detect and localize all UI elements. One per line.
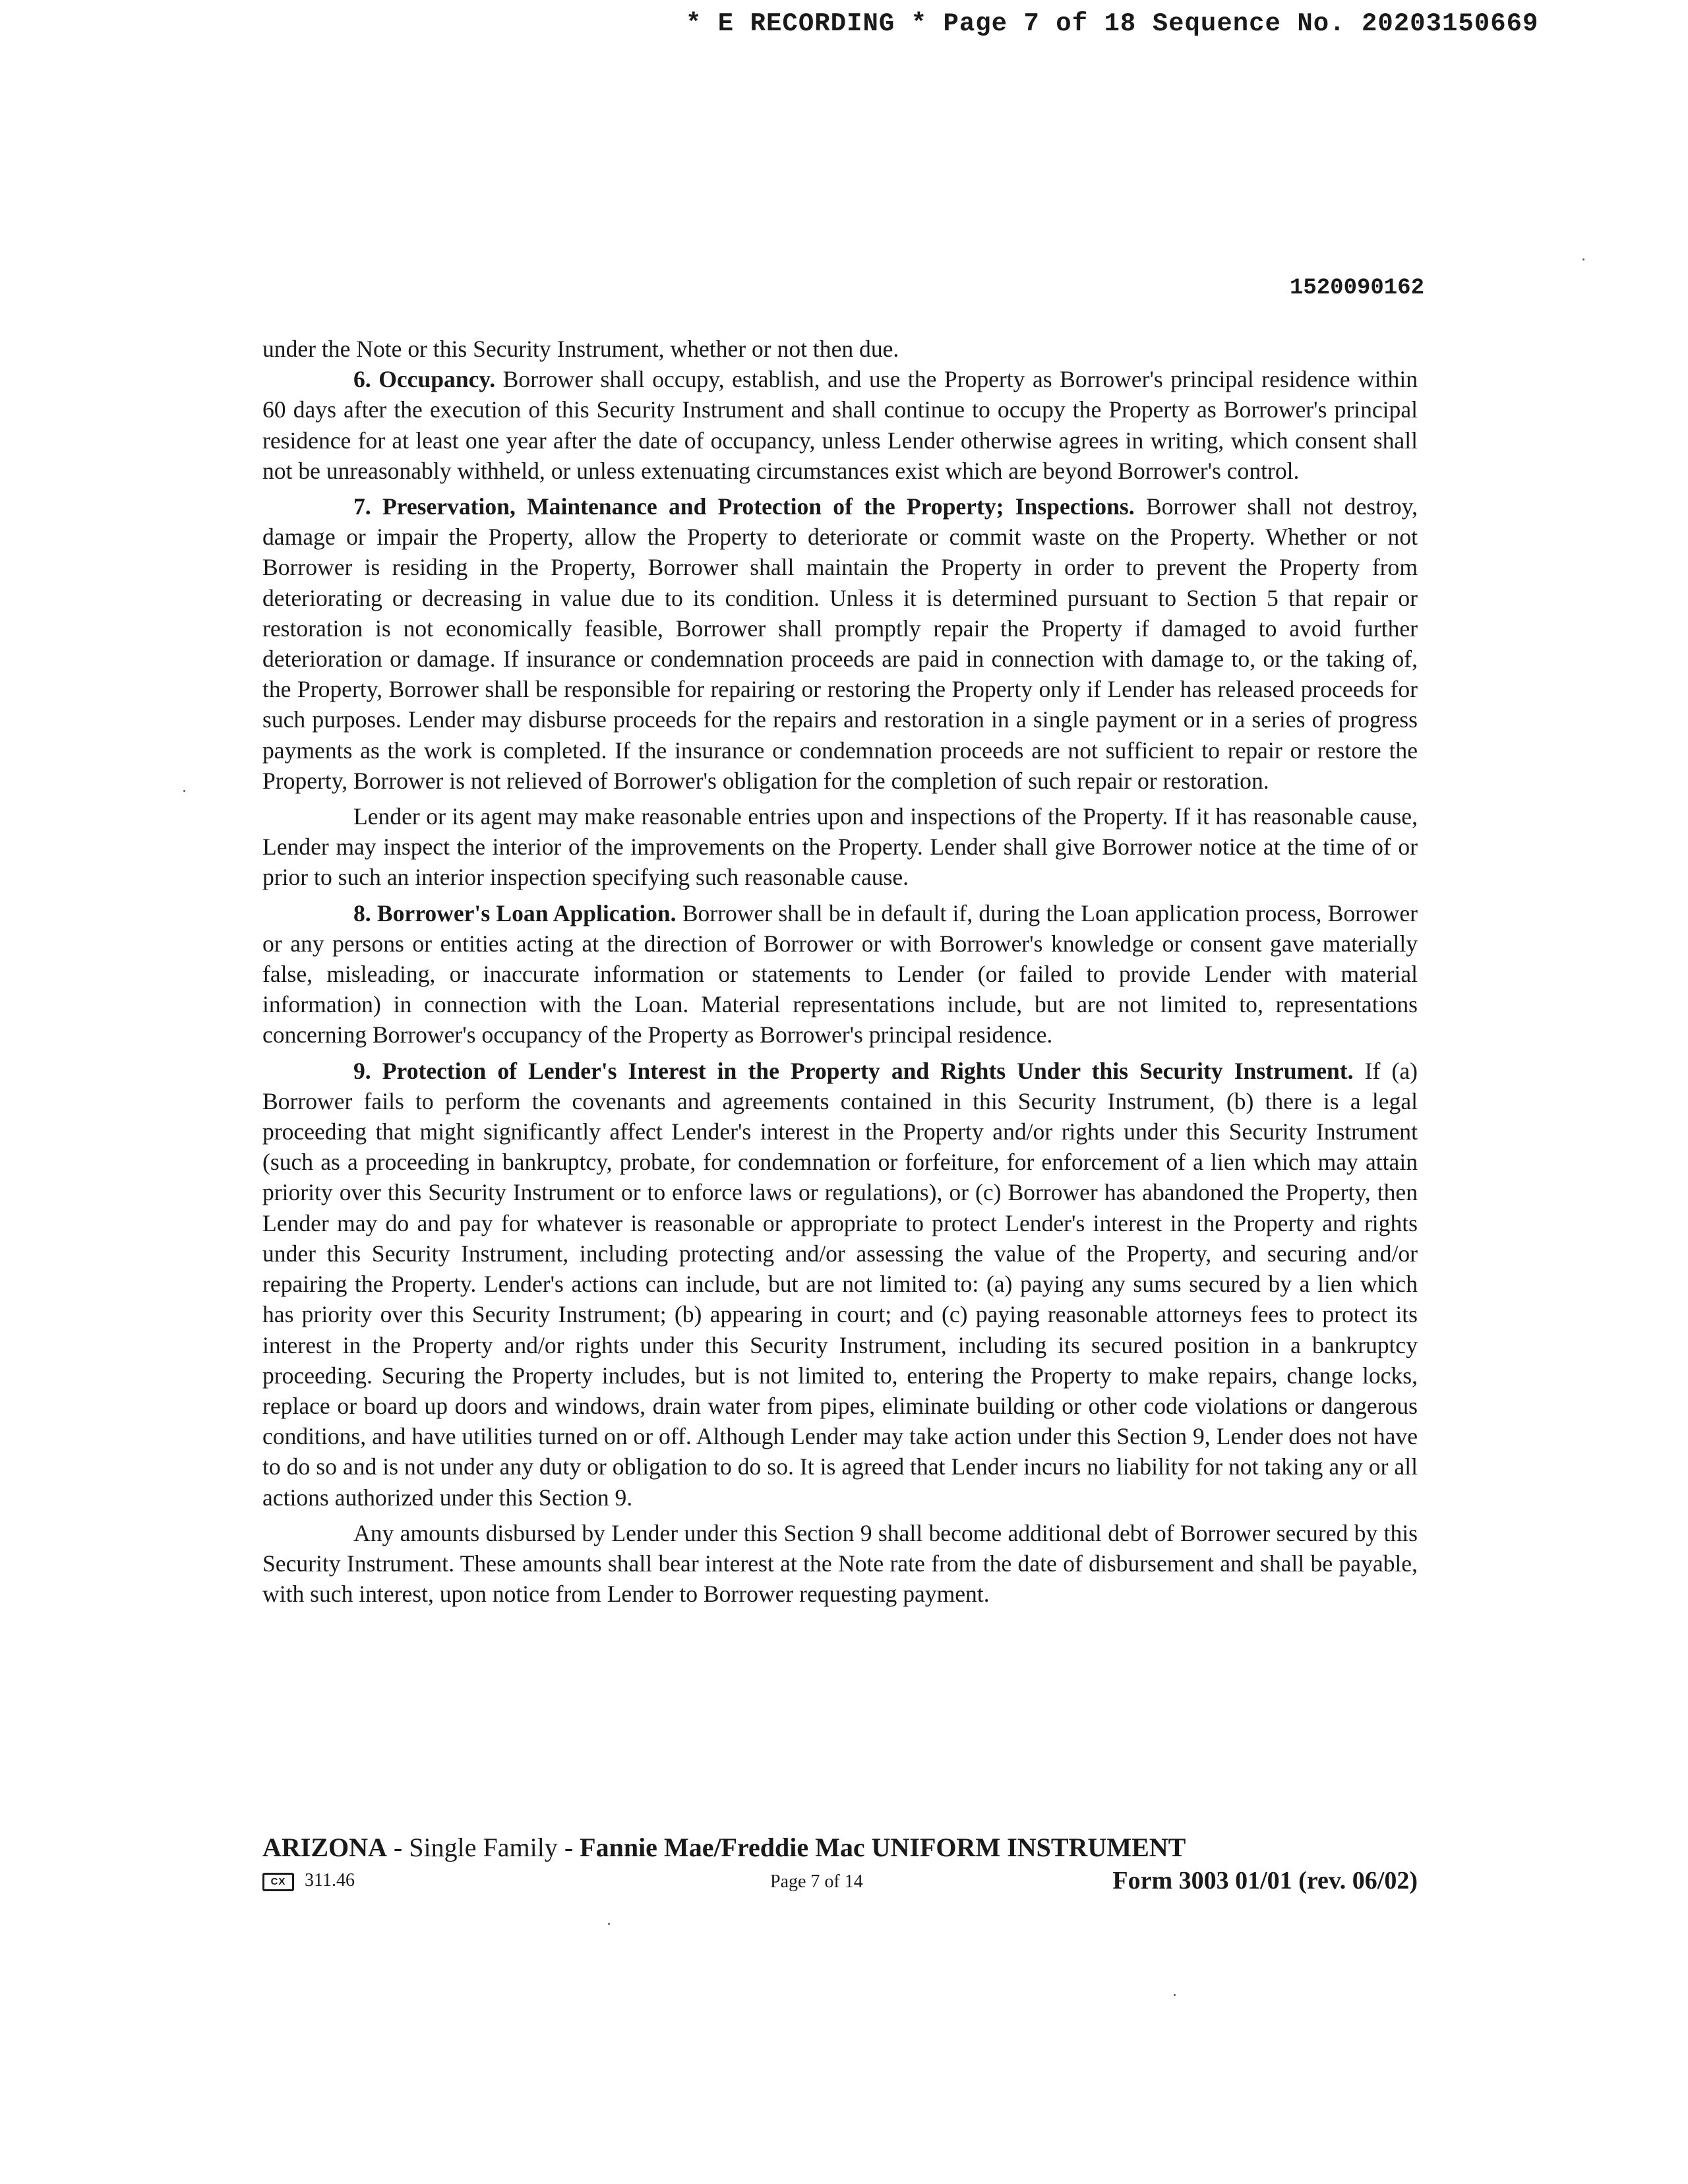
page-indicator: Page 7 of 14 <box>770 1871 863 1892</box>
section-9-protection <box>262 1056 1418 1513</box>
document-body <box>262 334 1418 1614</box>
footer-instrument: Fannie Mae/Freddie Mac UNIFORM INSTRUMENT <box>580 1833 1186 1862</box>
paragraph-text: Any amounts disbursed by Lender under this Section 9 shall become additional debt of Borrower secured by this Security Instrument. These amounts shall bear interest at the Note rate from the date of disbursement and shall be payable, with such interest, upon notice from Lender to Borrower requesting payment. <box>262 1519 1418 1608</box>
paragraph-text: Borrower shall be in default if, during the Loan application process, Borrower or any persons or entities acting at the direction of Borrower or with Borrower's knowledge or consent gave materially false, misleading, or inaccurate information or statements to Lender (or failed to provide Lender with material information) in connection with the Loan. Material representations include, but are not limited to, representations concerning Borrower's occupancy of the Property as Borrower's principal residence. <box>262 899 1418 1048</box>
paragraph-text: Borrower shall not destroy, damage or impair the Property, allow the Property to deteriorate or commit waste on the Property. Whether or not Borrower is residing in the Property, Borrower shall maintain the Property in order to prevent the Property from deteriorating or decreasing in value due to its condition. Unless it is determined pursuant to Section 5 that repair or restoration is not economically feasible, Borrower shall promptly repair the Property if damaged to avoid further deterioration or damage. If insurance or condemnation proceeds are paid in connection with damage to, or the taking of, the Property, Borrower shall be responsible for repairing or restoring the Property only if Lender has released proceeds for such purposes. Lender may disburse proceeds for the repairs and restoration in a single payment or in a series of progress payments as the work is completed. If the insurance or condemnation proceeds are not sufficient to repair or restore the Property, Borrower is not relieved of Borrower's obligation for the completion of such repair or restoration. <box>262 493 1418 794</box>
scan-speck <box>183 790 185 792</box>
paragraph-text: If (a) Borrower fails to perform the covenants and agreements contained in this Security Instrument, (b) there is a legal proceeding that might significantly affect Lender's interest in the Property and/or rights under this Security Instrument (such as a proceeding in bankruptcy, probate, for condemnation or forfeiture, for enforcement of a lien which may attain priority over this Security Instrument or to enforce laws or regulations), or (c) Borrower has abandoned the Property, then Lender may do and pay for whatever is reasonable or appropriate to protect Lender's interest in the Property and rights under this Security Instrument, including protecting and/or assessing the value of the Property, and securing and/or repairing the Property. Lender's actions can include, but are not limited to: (a) paying any sums secured by a lien which has priority over this Security Instrument; (b) appearing in court; and (c) paying reasonable attorneys fees to protect its interest in the Property and/or rights under this Security Instrument, including its secured position in a bankruptcy proceeding. Securing the Property includes, but is not limited to, entering the Property to make repairs, change locks, replace or board up doors and windows, drain water from pipes, eliminate building or other code violations or dangerous conditions, and have utilities turned on or off. Although Lender may take action under this Section 9, Lender does not have to do so and is not under any duty or obligation to do so. It is agreed that Lender incurs no liability for not taking any or all actions authorized under this Section 9. <box>262 1057 1418 1511</box>
section-9-disbursement-paragraph <box>262 1518 1418 1610</box>
paragraph-text: Lender or its agent may make reasonable entries upon and inspections of the Property. If it has reasonable cause, Lender may inspect the interior of the improvements on the Property. Lender shall give Borrower notice at the time of or prior to such an interior inspection specifying such reasonable cause. <box>262 803 1418 891</box>
section-title: 8. Borrower's Loan Application. <box>353 899 677 926</box>
section-title: 9. Protection of Lender's Interest in the Property and Rights Under this Security Instrument. <box>353 1057 1354 1084</box>
form-code: 311.46 <box>305 1870 355 1891</box>
form-number: Form 3003 01/01 (rev. 06/02) <box>1112 1867 1418 1895</box>
form-vendor-logo-icon: CX <box>262 1873 294 1891</box>
section-7-preservation <box>262 491 1418 796</box>
continued-paragraph <box>262 334 1418 364</box>
loan-number: 1520090162 <box>1289 276 1424 301</box>
form-footer <box>262 1832 1418 1898</box>
section-title: 6. Occupancy. <box>353 366 496 393</box>
recording-header: * E RECORDING * Page 7 of 18 Sequence No. 20203150669 <box>686 9 1539 38</box>
paragraph-text: Borrower shall occupy, establish, and use the Property as Borrower's principal residence within 60 days after the execution of this Security Instrument and shall continue to occupy the Property as Borrower's principal residence for at least one year after the date of occupancy, unless Lender otherwise agrees in writing, which consent shall not be unreasonably withheld, or unless extenuating circumstances exist which are beyond Borrower's control. <box>262 366 1418 484</box>
section-title: 7. Preservation, Maintenance and Protection of the Property; Inspections. <box>353 493 1135 520</box>
section-7-inspections-paragraph <box>262 801 1418 893</box>
scan-speck <box>1174 1994 1176 1996</box>
footer-details <box>262 1866 1418 1898</box>
footer-title <box>262 1832 1418 1864</box>
scan-speck <box>608 1923 610 1925</box>
section-6-occupancy <box>262 364 1418 486</box>
footer-separator: - <box>386 1833 409 1862</box>
form-code-group <box>262 1870 355 1891</box>
scan-speck <box>1582 258 1584 260</box>
footer-state: ARIZONA <box>262 1833 387 1862</box>
section-8-loan-application <box>262 898 1418 1050</box>
footer-separator: - <box>557 1833 580 1862</box>
paragraph-text: under the Note or this Security Instrument, whether or not then due. <box>262 336 899 362</box>
footer-family: Single Family <box>409 1833 558 1862</box>
